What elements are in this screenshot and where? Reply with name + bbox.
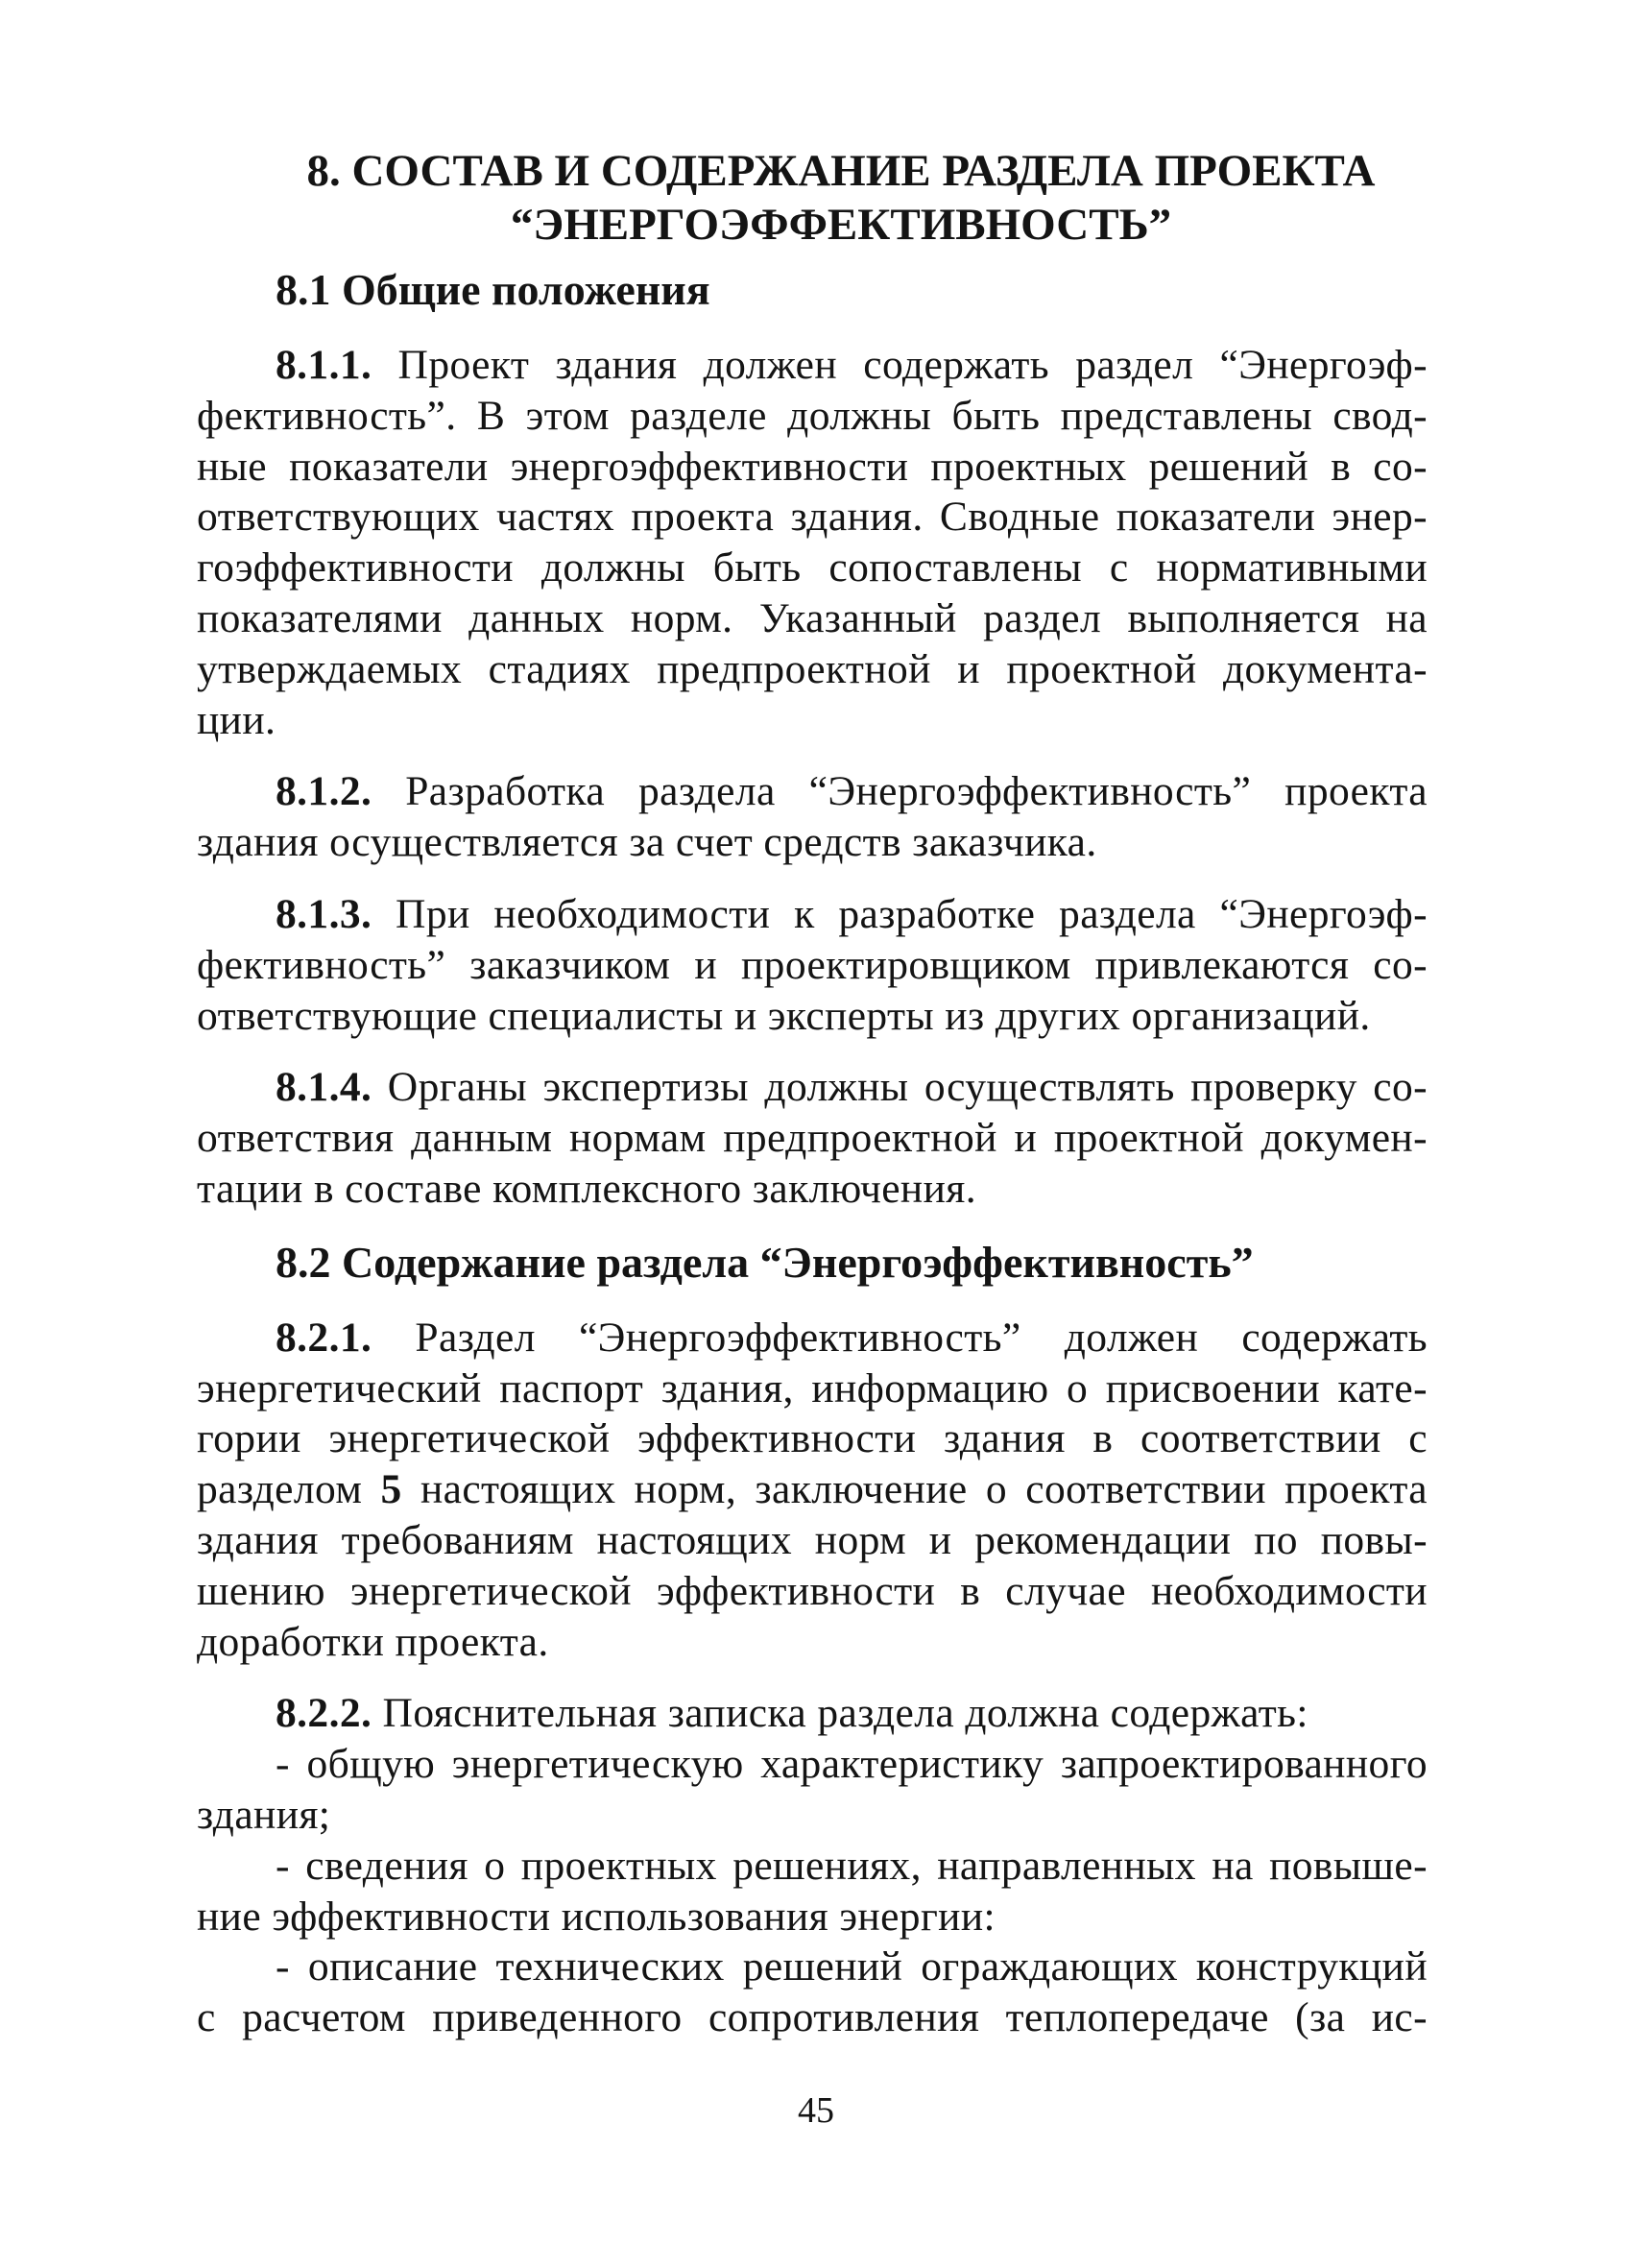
paragraph-number: 8.1.4. [276,1064,372,1111]
paragraph-text: Проект здания должен содержать раздел “Энергоэф- [372,342,1428,388]
paragraph-line: гории энергетической эффективности здания в соответствии с [197,1415,1428,1462]
paragraph-line: здания осуществляется за счет средств заказчика. [197,819,1097,866]
paragraph-number: 8.1.3. [276,890,372,937]
list-item-line: ние эффективности использования энергии: [197,1893,996,1940]
paragraph-line [197,766,1428,817]
paragraph-line [197,1464,1428,1515]
paragraph-8-1-4 [197,1062,1428,1214]
paragraph-number: 8.2.1. [276,1314,372,1361]
page-number: 45 [798,2090,834,2131]
paragraph-line: ответствующие специалисты и эксперты из других организаций. [197,992,1371,1039]
paragraph-line: доработки проекта. [197,1618,549,1665]
paragraph-line: энергетический паспорт здания, информацию о присвоении кате- [197,1364,1428,1411]
paragraph-text: Разработка раздела “Энергоэффективность” проекта [372,768,1428,815]
paragraph-line [197,889,1428,940]
paragraph-text: разделом [197,1466,381,1513]
paragraph-line [197,1688,1428,1739]
paragraph-line: ции. [197,696,276,743]
paragraph-line [197,1062,1428,1113]
list-item [197,1739,1428,1841]
list-item-line: - общую энергетическую характеристику запроектированного [276,1741,1428,1788]
section-title-line-2: “ЭНЕРГОЭФФЕКТИВНОСТЬ” [510,200,1172,250]
list-item-line: - описание технических решений ограждающих конструкций [276,1943,1428,1991]
paragraph-number: 8.1.1. [276,342,372,388]
paragraph-line: тации в составе комплексного заключения. [197,1165,976,1212]
paragraph-number: 8.1.2. [276,768,372,815]
document-page [197,144,1428,2064]
paragraph-text: При необходимости к разработке раздела “Энергоэф- [372,890,1428,937]
paragraph-text: Раздел “Энергоэффективность” должен содержать [372,1314,1428,1361]
paragraph-text: настоящих норм, заключение о соответствии проекта [401,1466,1428,1513]
paragraph-8-1-3 [197,889,1428,1041]
paragraph-line: фективность”. В этом разделе должны быть представлены свод- [197,392,1428,439]
subsection-heading-8-1: 8.1 Общие положения [276,265,710,314]
list-item-line: - сведения о проектных решениях, направленных на повыше- [276,1842,1428,1889]
paragraph-line: утверждаемых стадиях предпроектной и проектной документа- [197,645,1428,692]
paragraph-8-1-2 [197,766,1428,868]
list-item [197,1841,1428,1942]
paragraph-line: ответствующих частях проекта здания. Сводные показатели энер- [197,494,1428,541]
subsection-heading-8-2: 8.2 Содержание раздела “Энергоэффективность” [276,1237,1254,1287]
paragraph-text: Пояснительная записка раздела должна содержать: [372,1690,1308,1737]
paragraph-8-2-1 [197,1313,1428,1668]
paragraph-line: ные показатели энергоэффективности проектных решений в со- [197,443,1428,490]
paragraph-number: 8.2.2. [276,1690,372,1737]
paragraph-line: фективность” заказчиком и проектировщиком привлекаются со- [197,941,1428,988]
list-item-line: здания; [197,1791,331,1838]
paragraph-line [197,1313,1428,1363]
paragraph-8-2-2 [197,1688,1428,2043]
paragraph-line: гоэффективности должны быть сопоставлены с нормативными [197,544,1428,591]
paragraph-8-1-1 [197,340,1428,745]
section-title [254,144,1428,252]
section-reference: 5 [380,1466,402,1513]
paragraph-line: шению энергетической эффективности в случае необходимости [197,1567,1428,1614]
paragraph-line: показателями данных норм. Указанный раздел выполняется на [197,594,1428,641]
paragraph-text: Органы экспертизы должны осуществлять проверку со- [372,1064,1428,1111]
section-title-line-1: 8. СОСТАВ И СОДЕРЖАНИЕ РАЗДЕЛА ПРОЕКТА [306,146,1376,196]
list-item-line: с расчетом приведенного сопротивления теплопередаче (за ис- [197,1994,1428,2041]
list-item [197,1942,1428,2043]
paragraph-line [197,340,1428,391]
paragraph-line: ответствия данным нормам предпроектной и проектной докумен- [197,1115,1428,1162]
paragraph-line: здания требованиям настоящих норм и рекомендации по повы- [197,1516,1428,1563]
